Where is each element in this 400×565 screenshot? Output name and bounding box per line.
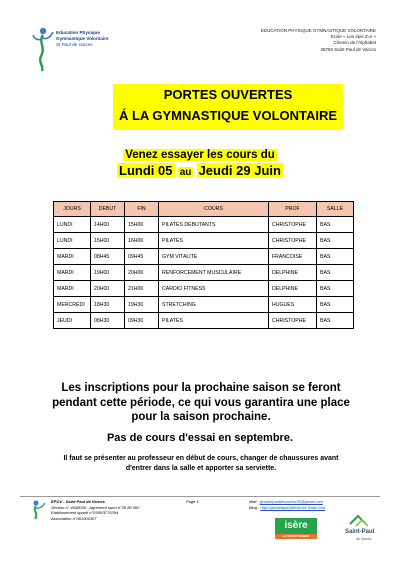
title-line-1: PORTES OUVERTES bbox=[163, 87, 293, 102]
no-trial-notice: Pas de cours d'essai en septembre. bbox=[106, 432, 294, 444]
cell-end: 15H00 bbox=[125, 217, 159, 233]
cell-room: BAS bbox=[317, 281, 354, 297]
cell-teacher: CHRISTOPHE bbox=[269, 233, 317, 249]
cell-start: 08H45 bbox=[91, 249, 125, 265]
cell-start: 08H30 bbox=[91, 313, 125, 329]
cell-end: 09H30 bbox=[125, 313, 159, 329]
header-prof: PROF bbox=[269, 202, 317, 217]
organization-address bbox=[261, 28, 376, 53]
footer-left-line-2: Section n° 4638036 - Agrément sport n°38 86 082 bbox=[51, 504, 140, 510]
logo-line-2: Gymnastique Volontaire bbox=[56, 36, 109, 41]
cell-start: 18H30 bbox=[91, 297, 125, 313]
isere-logo-sub: LE DÉPARTEMENT bbox=[275, 534, 317, 539]
mail-link[interactable]: gvsaintpauldevarces38@gmail.com bbox=[259, 499, 323, 504]
cell-day: LUNDI bbox=[54, 233, 91, 249]
agreement-badge-icon bbox=[22, 522, 44, 529]
org-line-1: EDUCATION PHYSIQUE GYMNASTIQUE VOLONTAIRE bbox=[260, 28, 376, 33]
epgv-small-logo-icon bbox=[24, 499, 48, 521]
date-from: Lundi 05 bbox=[119, 163, 173, 178]
cell-start: 19H00 bbox=[91, 265, 125, 281]
gymnast-logo-icon bbox=[32, 26, 54, 72]
cell-room: BAS bbox=[317, 233, 354, 249]
table-row bbox=[54, 217, 354, 233]
cell-end: 20H00 bbox=[125, 265, 159, 281]
subtitle-text: Venez essayer les cours du bbox=[125, 149, 275, 161]
cell-teacher: DELPHINE bbox=[269, 265, 317, 281]
cell-end: 19H30 bbox=[125, 297, 159, 313]
table-row bbox=[54, 313, 354, 329]
footer-left-line-3: Etablissement sportif n°03897ET0394 bbox=[51, 510, 119, 515]
saint-paul-logo-sub: de Varces bbox=[356, 537, 372, 541]
footer-left bbox=[51, 499, 139, 521]
table-header-row bbox=[54, 202, 354, 217]
cell-course: CARDIO FITNESS bbox=[159, 281, 269, 297]
cell-day: MARDI bbox=[54, 281, 91, 297]
cell-day: JEUDI bbox=[54, 313, 91, 329]
date-to: Jeudi 29 Juin bbox=[198, 163, 281, 178]
blog-label: Blog bbox=[249, 504, 258, 510]
footer-left-line-4: Association n°381004307 bbox=[51, 515, 97, 521]
title-line-2: Á LA GYMNASTIQUE VOLONTAIRE bbox=[118, 108, 338, 123]
cell-day: MERCREDI bbox=[54, 297, 91, 313]
subtitle-dates bbox=[0, 163, 400, 178]
cell-end: 21H00 bbox=[125, 281, 159, 297]
header-jours: JOURS bbox=[54, 202, 91, 217]
footer-divider bbox=[20, 496, 380, 497]
cell-room: BAS bbox=[317, 265, 354, 281]
blog-link[interactable]: http://gvsaintpauldevarces.linda.com bbox=[260, 504, 326, 510]
logo-line-1: Education Physique bbox=[56, 30, 100, 35]
table-row bbox=[54, 233, 354, 249]
logo-line-3: St Paul de Varces bbox=[56, 42, 93, 47]
mail-label: Mail bbox=[249, 499, 257, 504]
footer-mail-row: Mail : gvsaintpauldevarces38@gmail.com bbox=[249, 499, 323, 504]
footer-blog-row: Blog : http://gvsaintpauldevarces.linda.com bbox=[249, 504, 326, 510]
cell-course: PILATES bbox=[159, 233, 269, 249]
footer-contact bbox=[249, 499, 325, 510]
table-row bbox=[54, 265, 354, 281]
page-title bbox=[113, 84, 343, 130]
inscriptions-notice: Les inscriptions pour la prochaine saison se feront pendant cette période, ce qui vous garantira une place pour la saison prochaine. bbox=[52, 382, 350, 423]
instructions-notice: Il faut se présenter au professeur en début de cours, changer de chaussures avant d'entrer dans la salle et apporter sa serviette. bbox=[63, 455, 339, 472]
cell-teacher: CHRISTOPHE bbox=[269, 217, 317, 233]
cell-teacher: CHRISTOPHE bbox=[269, 313, 317, 329]
cell-end: 16H00 bbox=[125, 233, 159, 249]
cell-teacher: HUGUES bbox=[269, 297, 317, 313]
cell-teacher: FRANCOISE bbox=[269, 249, 317, 265]
cell-room: BAS bbox=[317, 297, 354, 313]
cell-start: 14H00 bbox=[91, 217, 125, 233]
header-debut: DEBUT bbox=[91, 202, 125, 217]
cell-start: 15H00 bbox=[91, 233, 125, 249]
cell-room: BAS bbox=[317, 313, 354, 329]
cell-room: BAS bbox=[317, 217, 354, 233]
cell-day: LUNDI bbox=[54, 217, 91, 233]
table-row bbox=[54, 249, 354, 265]
cell-course: PILATES DEBUTANTS bbox=[159, 217, 269, 233]
cell-day: MARDI bbox=[54, 265, 91, 281]
header-salle: SALLE bbox=[317, 202, 354, 217]
cell-start: 20H00 bbox=[91, 281, 125, 297]
isere-logo: isère bbox=[275, 518, 317, 534]
footer-left-line-1: EPGV - Saint Paul de Varces bbox=[51, 499, 105, 504]
org-line-2: Ecole « Les épis d'or » bbox=[330, 34, 376, 40]
table-row bbox=[54, 281, 354, 297]
schedule-table bbox=[53, 201, 354, 329]
org-line-3: Chemin de l'Alphabet bbox=[333, 40, 376, 46]
epgv-logo bbox=[28, 24, 108, 74]
cell-teacher: DELPHINE bbox=[269, 281, 317, 297]
page-number: Page 1 bbox=[186, 499, 199, 504]
date-connector: au bbox=[179, 167, 192, 178]
table-row bbox=[54, 297, 354, 313]
header-fin: FIN bbox=[125, 202, 159, 217]
cell-room: BAS bbox=[317, 249, 354, 265]
saint-paul-logo-text: Saint-Paul bbox=[345, 529, 375, 535]
header-cours: COURS bbox=[159, 202, 269, 217]
cell-day: MARDI bbox=[54, 249, 91, 265]
subtitle-line-1 bbox=[0, 149, 400, 161]
cell-course: STRETCHING bbox=[159, 297, 269, 313]
org-line-4: 38760 Saint Paul de Varces bbox=[320, 46, 376, 52]
cell-end: 09H45 bbox=[125, 249, 159, 265]
cell-course: PILATES bbox=[159, 313, 269, 329]
cell-course: GYM VITALITE bbox=[159, 249, 269, 265]
cell-course: RENFORCEMENT MUSCULAIRE bbox=[159, 265, 269, 281]
